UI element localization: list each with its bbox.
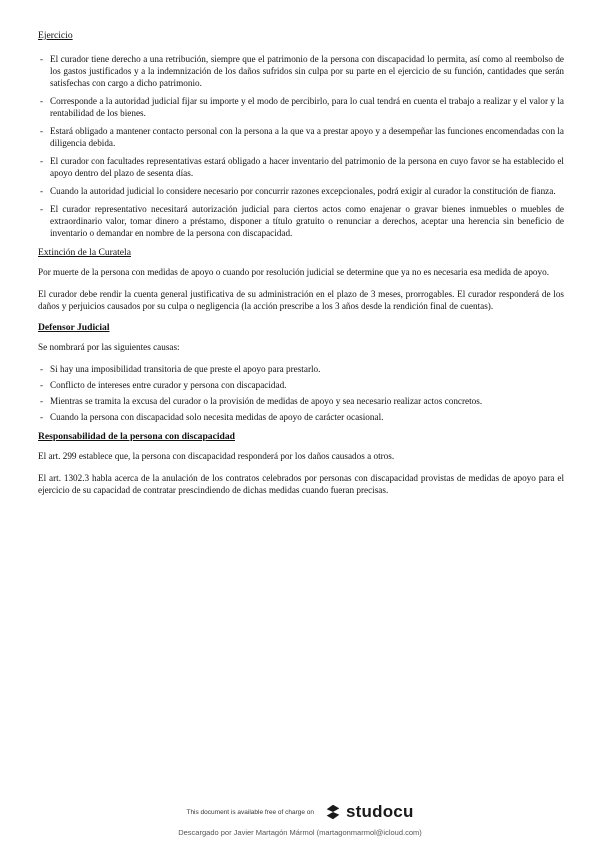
list-item: - Cuando la persona con discapacidad solo necesita medidas de apoyo de carácter ocasional. [40,412,384,422]
ejercicio-list [38,53,564,239]
list-marker: - [40,204,44,214]
download-attribution: Descargado por Javier Martagón Mármol (martagonmarmol@icloud.com) [178,828,422,837]
paragraph: El art. 299 establece que, la persona con discapacidad responderá por los daños causados a otros. [38,451,395,461]
section-heading-responsabilidad: Responsabilidad de la persona con discapacidad [38,431,235,442]
list-item: - El curador con facultades representativas estará obligado a hacer inventario del patrimonio de la persona en cuyo favor se ha establecido el apoyo dentro del plazo de sesenta días. [40,156,564,178]
defensor-list [38,363,564,423]
list-marker: - [40,54,44,64]
list-marker: - [40,380,44,390]
page-footer [0,802,600,837]
list-item: - Si hay una imposibilidad transitoria de que preste el apoyo para prestarlo. [40,364,321,374]
list-marker: - [40,126,44,136]
paragraph: Por muerte de la persona con medidas de apoyo o cuando por resolución judicial se determine que ya no es necesaria esa medida de apoyo. [38,267,550,277]
list-marker: - [40,186,44,196]
studocu-banner[interactable] [0,802,600,822]
list-item: - El curador tiene derecho a una retribución, siempre que el patrimonio de la persona con discapacidad lo permita, así como al reembolso de los gastos justificados y a la indemnización de los daños sufridos sin culpa por su parte en el ejercicio de su función, cantidades que serán satisfechas con cargo a dicho patrimonio. [40,54,564,88]
list-item: - Corresponde a la autoridad judicial fijar su importe y el modo de percibirlo, para lo cual tendrá en cuenta el trabajo a realizar y el valor y la rentabilidad de los bienes. [40,96,564,118]
studocu-logo-icon [324,803,342,821]
list-item: - El curador representativo necesitará autorización judicial para ciertos actos como enajenar o gravar bienes inmuebles o muebles de extraordinario valor, tomar dinero a préstamo, disponer a título gratuito o renunciar a derechos, aceptar una herencia sin beneficio de inventario o demandar en nombre de la persona con discapacidad. [40,204,564,238]
list-marker: - [40,396,44,406]
list-item: - Estará obligado a mantener contacto personal con la persona a la que va a prestar apoyo y a desempeñar las funciones encomendadas con la diligencia debida. [40,126,564,148]
list-marker: - [40,96,44,106]
studocu-brand[interactable] [324,802,414,822]
brand-name: studocu [346,802,414,821]
paragraph: El curador debe rendir la cuenta general justificativa de su administración en el plazo de 3 meses, prorrogables. El curador responderá de los daños y perjuicios causados por su culpa o negligencia (la acción prescribe a los 3 años desde la rendición final de cuentas). [38,289,564,311]
list-item: - Conflicto de intereses entre curador y persona con discapacidad. [40,380,287,390]
list-marker: - [40,364,44,374]
list-item: - Cuando la autoridad judicial lo considere necesario por concurrir razones excepcionales, podrá exigir al curador la constitución de fianza. [40,186,556,196]
list-item: - Mientras se tramita la excusa del curador o la provisión de medidas de apoyo y sea necesario realizar actos concretos. [40,396,483,406]
document-page [38,30,564,506]
paragraph: El art. 1302.3 habla acerca de la anulación de los contratos celebrados por personas con discapacidad provistas de medidas de apoyo para el ejercicio de su capacidad de contratar prescindiendo de dichas medidas cuando fueran precisas. [38,473,564,495]
section-heading-defensor: Defensor Judicial [38,322,110,333]
availability-text: This document is available free of charge on [186,808,315,816]
list-marker: - [40,412,44,422]
section-heading-ejercicio: Ejercicio [38,30,73,41]
list-marker: - [40,156,44,166]
paragraph: Se nombrará por las siguientes causas: [38,342,180,352]
section-heading-extincion: Extinción de la Curatela [38,247,131,258]
